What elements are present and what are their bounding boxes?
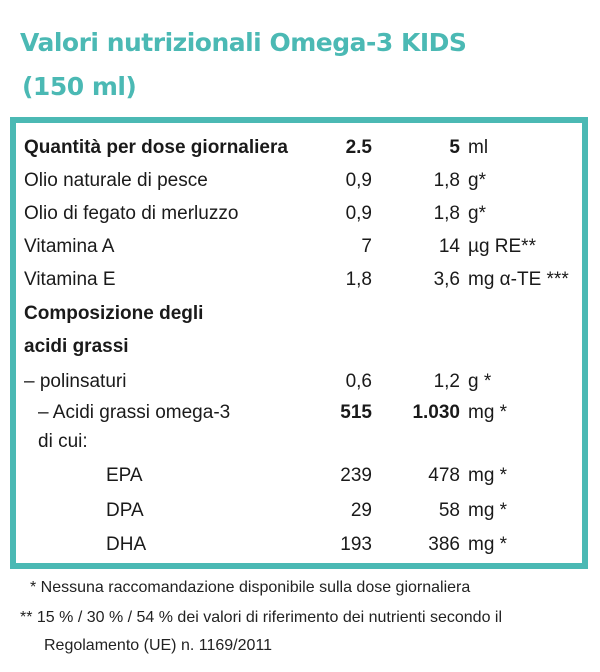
table-row <box>16 529 582 561</box>
value-half-dose: 29 <box>350 500 372 521</box>
row-unit: ml <box>468 137 489 158</box>
table-row <box>16 198 582 230</box>
value-half-dose: 1,8 <box>345 269 372 290</box>
row-unit: µg RE** <box>468 236 536 257</box>
table-row <box>16 231 582 263</box>
value-half-dose: 0,9 <box>345 203 372 224</box>
row-unit: mg α-TE *** <box>468 269 569 290</box>
row-unit: mg * <box>468 465 508 486</box>
row-label: Composizione degli <box>24 303 204 324</box>
table-row <box>16 366 582 398</box>
table-row <box>16 165 582 197</box>
value-half-dose: 7 <box>361 236 372 257</box>
page-title: Valori nutrizionali Omega-3 KIDS <box>20 28 467 57</box>
row-label: DPA <box>106 500 144 521</box>
table-row <box>16 397 582 429</box>
value-full-dose: 478 <box>428 465 460 486</box>
footnote-1: * Nessuna raccomandazione disponibile sulla dose giornaliera <box>30 579 471 596</box>
row-unit: g * <box>468 371 492 392</box>
page-subtitle: (150 ml) <box>22 72 137 101</box>
row-unit: mg * <box>468 534 508 555</box>
value-full-dose: 1,8 <box>433 203 460 224</box>
table-row <box>16 495 582 527</box>
value-full-dose: 3,6 <box>433 269 460 290</box>
row-label: Vitamina A <box>24 236 115 257</box>
row-label: Vitamina E <box>24 269 116 290</box>
value-half-dose: 239 <box>340 465 372 486</box>
value-half-dose: 193 <box>340 534 372 555</box>
value-half-dose: 2.5 <box>345 137 372 158</box>
value-full-dose: 1,2 <box>433 371 460 392</box>
row-label: acidi grassi <box>24 336 129 357</box>
row-label: – Acidi grassi omega-3 <box>38 402 231 423</box>
table-row <box>16 331 582 363</box>
row-label: Olio naturale di pesce <box>24 170 208 191</box>
row-unit: mg * <box>468 402 508 423</box>
table-row <box>16 132 582 164</box>
row-unit: mg * <box>468 500 508 521</box>
value-half-dose: 0,6 <box>345 371 372 392</box>
row-label: di cui: <box>38 431 88 452</box>
nutrition-table <box>10 117 588 569</box>
row-label: Quantità per dose giornaliera <box>24 137 288 158</box>
value-full-dose: 14 <box>438 236 460 257</box>
value-full-dose: 1.030 <box>412 402 460 423</box>
table-row <box>16 298 582 330</box>
value-full-dose: 5 <box>449 137 460 158</box>
table-row <box>16 264 582 296</box>
footnote-3: Regolamento (UE) n. 1169/2011 <box>44 637 272 654</box>
value-full-dose: 1,8 <box>433 170 460 191</box>
row-label: – polinsaturi <box>24 371 127 392</box>
row-unit: g* <box>468 170 486 191</box>
table-row <box>16 460 582 492</box>
value-half-dose: 515 <box>340 402 372 423</box>
value-full-dose: 58 <box>438 500 460 521</box>
table-row <box>16 426 582 458</box>
value-full-dose: 386 <box>428 534 460 555</box>
value-half-dose: 0,9 <box>345 170 372 191</box>
row-label: Olio di fegato di merluzzo <box>24 203 239 224</box>
row-label: DHA <box>106 534 147 555</box>
row-label: EPA <box>106 465 143 486</box>
footnote-2: ** 15 % / 30 % / 54 % dei valori di riferimento dei nutrienti secondo il <box>20 609 503 626</box>
row-unit: g* <box>468 203 486 224</box>
